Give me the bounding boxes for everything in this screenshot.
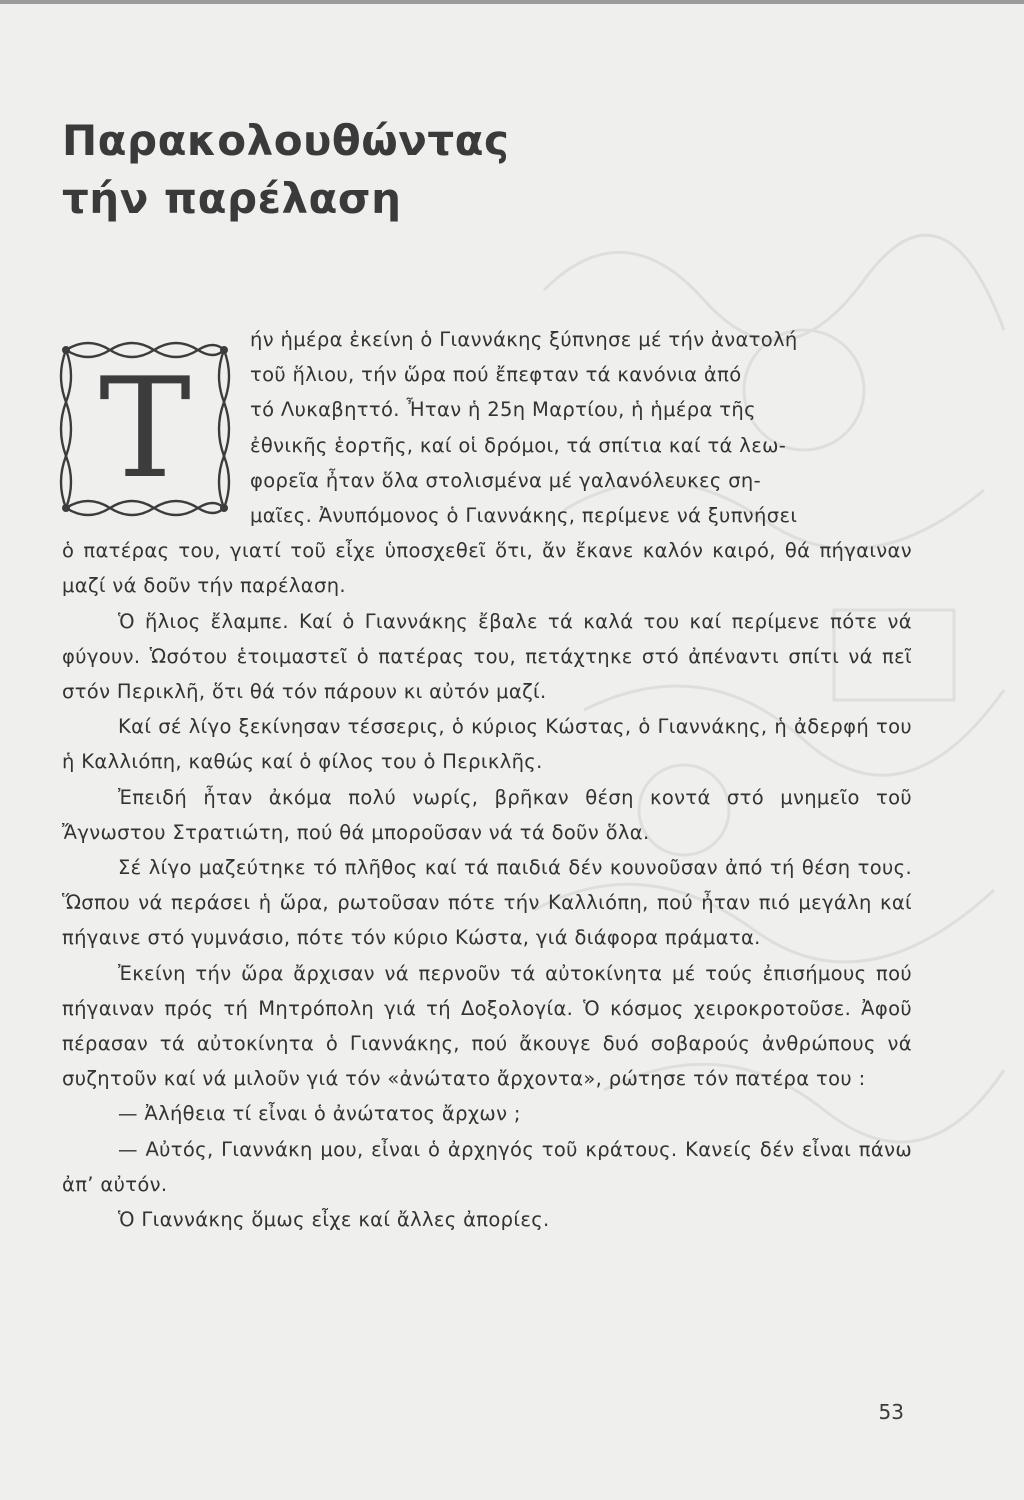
chapter-title-line-1: Παρακολουθώντας <box>62 116 510 165</box>
intro-line: ήν ἡμέρα ἐκείνη ὁ Γιαννάκης ξύπνησε μέ τήν ἀνατολή <box>250 328 798 351</box>
paragraph: Ὁ Γιαννάκης ὅμως εἶχε καί ἄλλες ἀπορίες. <box>118 1208 550 1232</box>
intro-line: τοῦ ἥλιου, τήν ὥρα πού ἔπεφταν τά κανόνια ἀπό <box>250 363 742 387</box>
paragraphs <box>62 533 912 1237</box>
paragraph: — Ἀλήθεια τί εἶναι ὁ ἀνώτατος ἄρχων ; <box>118 1102 521 1126</box>
paragraph: Καί σέ λίγο ξεκίνησαν τέσσερις, ὁ κύριος Κώστας, ὁ Γιαννάκης, ἡ ἀδερφή του ἡ Καλλιόπη, καθώς καί ὁ φίλος του ὁ Περικλῆς. <box>62 715 912 774</box>
body-text <box>62 322 912 1237</box>
intro-line: τό Λυκαβηττό. Ἦταν ἡ 25η Μαρτίου, ἡ ἡμέρα τῆς <box>250 398 756 422</box>
paragraph: ὁ πατέρας του, γιατί τοῦ εἶχε ὑποσχεθεῖ ὅτι, ἄν ἔκανε καλόν καιρό, θά πήγαιναν μαζί νά δοῦν τήν παρέλαση. <box>62 539 912 598</box>
paragraph: Ὁ ἥλιος ἔλαμπε. Καί ὁ Γιαννάκης ἔβαλε τά καλά του καί περίμενε πότε νά φύγουν. Ὡσότου ἑτοιμαστεῖ ὁ πατέρας του, πετάχτηκε στό ἀπέναντι σπίτι νά πεῖ στόν Περικλῆ, ὅτι θά τόν πάρουν κι αὐτόν μαζί. <box>62 609 912 704</box>
page-number: 53 <box>878 1400 904 1424</box>
paragraph: Ἐπειδή ἦταν ἀκόμα πολύ νωρίς, βρῆκαν θέση κοντά στό μνημεῖο τοῦ Ἄγνωστου Στρατιώτη, πού θά μποροῦσαν νά τά δοῦν ὅλα. <box>62 785 912 844</box>
intro-line: μαῖες. Ἀνυπόμονος ὁ Γιαννάκης, περίμενε νά ξυπνήσει <box>250 504 798 528</box>
chapter-title-line-2: τήν παρέλαση <box>62 174 402 223</box>
top-edge-rule <box>0 0 1024 4</box>
dropcap-letter: Τ <box>98 348 192 509</box>
paragraph: Σέ λίγο μαζεύτηκε τό πλῆθος καί τά παιδιά δέν κουνοῦσαν ἀπό τή θέση τους. Ὥσπου νά περάσει ἡ ὥρα, ρωτοῦσαν πότε τήν Καλλιόπη, πού ἦταν πιό μεγάλη καί πήγαινε στό γυμνάσιο, πότε τόν κύριο Κώστα, γιά διάφορα πράματα. <box>62 856 912 950</box>
chapter-title <box>62 112 509 228</box>
intro-line: φορεῖα ἦταν ὅλα στολισμένα μέ γαλανόλευκες ση- <box>250 468 761 492</box>
paragraph: — Αὐτός, Γιαννάκη μου, εἶναι ὁ ἀρχηγός τοῦ κράτους. Κανείς δέν εἶναι πάνω ἀπ’ αὐτόν. <box>62 1137 912 1196</box>
intro-lines <box>250 322 912 533</box>
intro-block <box>62 322 912 533</box>
intro-line: ἐθνικῆς ἑορτῆς, καί οἱ δρόμοι, τά σπίτια καί τά λεω- <box>250 433 787 457</box>
paragraph: Ἐκείνη τήν ὥρα ἄρχισαν νά περνοῦν τά αὐτοκίνητα μέ τούς ἐπισήμους πού πήγαιναν πρός τή Μητρόπολη γιά τή Δοξολογία. Ὁ κόσμος χειροκροτοῦσε. Ἀφοῦ πέρασαν τά αὐτοκίνητα ὁ Γιαννάκης, πού ἄκουγε δυό σοβαρούς ἀνθρώπους νά συζητοῦν καί νά μιλοῦν γιά τόν «ἀνώτατο ἄρχοντα», ρώτησε τόν πατέρα του : <box>62 961 912 1091</box>
